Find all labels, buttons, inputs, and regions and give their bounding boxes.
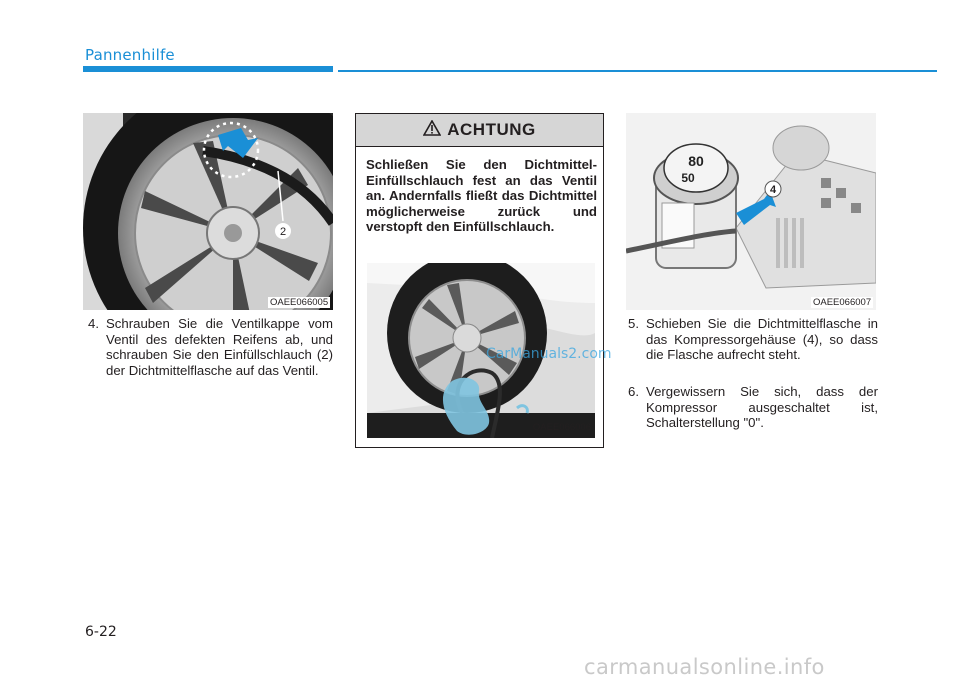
figure-code-1: OAEE066005 <box>270 297 329 308</box>
warning-text: Schließen Sie den Dichtmittel-Einfüllschlauch fest an das Ventil an. Andernfalls fließt das Dichtmittel möglicherweise zurück und verstopft den Einfüllschlauch. <box>366 157 597 235</box>
warning-title: ACHTUNG <box>447 120 536 139</box>
step-text: Schieben Sie die Dichtmittelflasche in das Kompressorgehäuse (4), so dass die Flasche aufrecht steht. <box>646 316 878 363</box>
step-text: Vergewissern Sie sich, dass der Kompressor ausgeschaltet ist, Schalterstellung "0". <box>646 384 878 431</box>
step-5 <box>628 316 878 380</box>
step-number: 5. <box>628 316 639 331</box>
header-rule-thin <box>338 70 937 72</box>
callout-4-label: 4 <box>769 184 777 196</box>
warning-icon <box>423 120 441 141</box>
footer-site: carmanualsonline.info <box>584 655 825 679</box>
header-rule-thick <box>83 66 333 72</box>
figure-wheel-valve <box>83 113 333 310</box>
warning-header <box>356 114 603 147</box>
figure-code-3: OAEE066007 <box>813 297 872 308</box>
figure-code-2: OAEE066006 <box>532 422 591 433</box>
gauge-label-bottom: 50 <box>681 171 695 185</box>
step-text: Schrauben Sie die Ventilkappe vom Ventil des defekten Reifens ab, und schrauben Sie den Einfüllschlauch (2) der Dichtmittelflasche auf das Ventil. <box>106 316 333 378</box>
page-number: 6-22 <box>85 624 117 640</box>
step-number: 6. <box>628 384 639 399</box>
section-title: Pannenhilfe <box>85 46 175 64</box>
warning-box <box>355 113 604 448</box>
step-6 <box>628 384 878 434</box>
watermark: CarManuals2.com <box>486 346 612 362</box>
compressor-illustration <box>626 113 876 310</box>
callout-2-label: 2 <box>279 226 287 238</box>
gauge-label-top: 80 <box>688 153 704 169</box>
wheel-valve-illustration <box>83 113 333 310</box>
step-number: 4. <box>88 316 99 331</box>
step-4 <box>88 316 333 396</box>
figure-compressor <box>626 113 876 310</box>
